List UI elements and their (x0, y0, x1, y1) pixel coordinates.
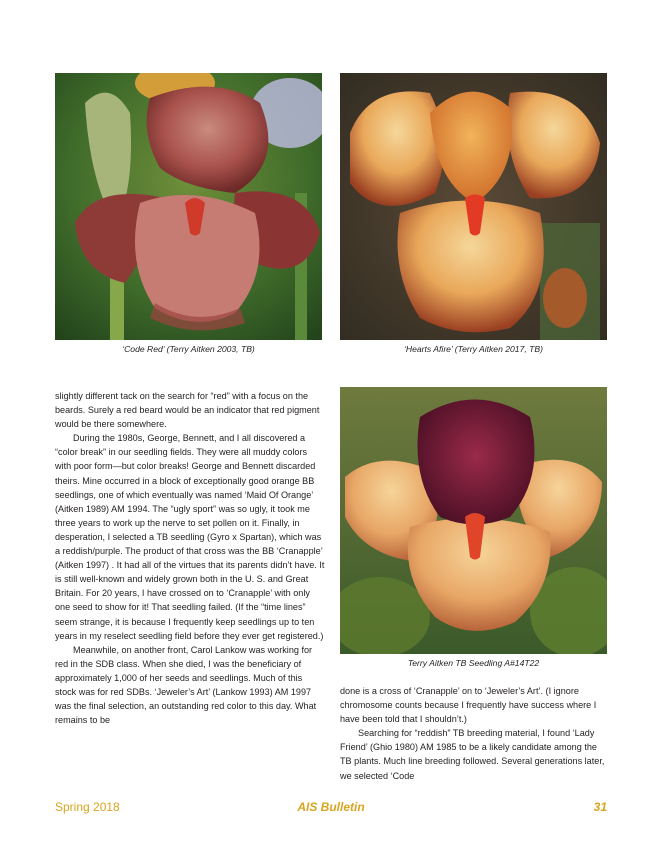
page-number: 31 (593, 800, 607, 814)
footer-issue: Spring 2018 (55, 800, 120, 814)
paragraph: done is a cross of ‘Cranapple’ on to ‘Jeweler’s Art’. (I ignore chromosome counts because I frequently have success where I have been told that I shouldn’t.) (340, 686, 597, 725)
paragraph: During the 1980s, George, Bennett, and I all discovered a “color break” in our seedling fields. They were all muddy colors with poor form—but color breaks! George and Bennett discarded theirs. Mine occurred in a block of exceptionally good orange BB seedlings, one of which eventually was named ‘Maid Of Orange’ (Aitken 1989) AM 1994. The “ugly sport” was so ugly, it took me three years to work up the nerve to set pollen on it. Finally, in desperation, I selected a TB seedling (Gyro x Spartan), which was a reddish/purple. The product of that cross was the BB ‘Cranapple’ (Aitken 1997) . It had all of the virtues that its parents didn’t have. It is still well-known and widely grown both in the U. S. and Great Britain. For 20 years, I have crossed on to ‘Cranapple’ with only one seed to show for it! That seedling failed. (If the “time lines” seem strange, it is because I frequently keep seedlings up to ten years in my reselect seedling field before they ever get registered.) (55, 433, 325, 641)
code-red-photo (55, 73, 322, 340)
seedling-image (340, 387, 607, 654)
left-text-column (55, 389, 325, 727)
paragraph: Meanwhile, on another front, Carol Lankow was working for red in the SDB class. When she died, I was the beneficiary of approximately 1,000 of her seeds and seedlings. Much of this stock was for red SDBs. ‘Jeweler’s Art’ (Lankow 1993) AM 1997 was the final selection, an outstanding red color to this day. What remains to be (55, 644, 317, 726)
right-text-column (340, 684, 607, 783)
figure-caption: ‘Hearts Afire’ (Terry Aitken 2017, TB) (404, 344, 543, 354)
paragraph: slightly different tack on the search for “red” with a focus on the beards. Surely a red beard would be an indicator that red pigment would be there somewhere. (55, 391, 320, 430)
figure-caption: Terry Aitken TB Seedling A#14T22 (407, 658, 540, 668)
hearts-afire-photo (340, 73, 607, 340)
paragraph: Searching for “reddish” TB breeding material, I found ‘Lady Friend’ (Ghio 1980) AM 1985 to be a likely candidate among the TB plants. Much line breeding followed. Several generations later, we selected ‘Code (340, 728, 605, 781)
seedling-photo (340, 387, 607, 654)
hearts-afire-image (340, 73, 607, 340)
code-red-image (55, 73, 322, 340)
figure-caption: ‘Code Red’ (Terry Aitken 2003, TB) (122, 344, 255, 354)
footer-publication: AIS Bulletin (297, 800, 365, 814)
